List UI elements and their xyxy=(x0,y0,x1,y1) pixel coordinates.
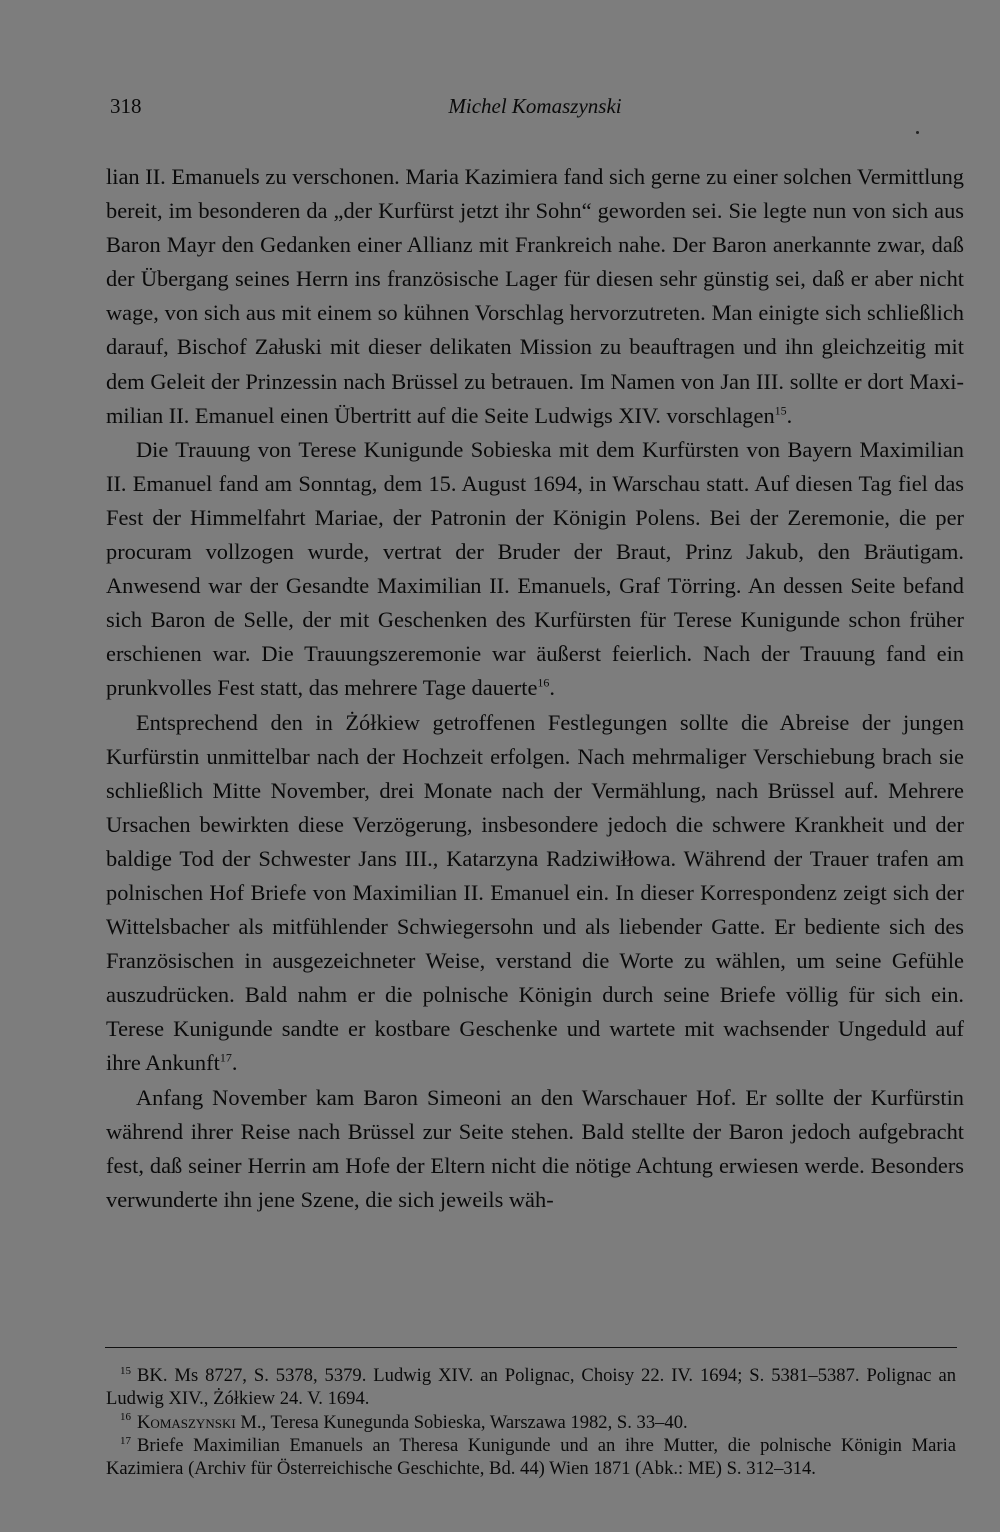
footnote-text: BK. Ms 8727, S. 5378, 5379. Ludwig XIV. an Polignac, Choisy 22. IV. 1694; S. 5381–5387. Polignac an Ludwig XIV., Żółkiew 24. V. 1694. xyxy=(106,1365,956,1410)
paragraph-tail: . xyxy=(786,402,793,428)
footnote-mark: 16 xyxy=(120,1411,131,1424)
paragraph-text: Anfang November kam Baron Simeoni an den Warschauer Hof. Er sollte der Kurfürstin während ihrer Reise nach Brüssel zur Seite stehen. Bald stellte der Baron jedoch aufgebracht fest, daß seiner Herrin am Hofe der Eltern nicht die nötige Achtung erwiesen werde. Besonders verwunderte ihn jene Szene, die sich jeweils wäh- xyxy=(106,1084,964,1212)
footnote-text: M., Teresa Kunegunda Sobieska, Warszawa 1982, S. 33–40. xyxy=(235,1411,688,1433)
footnote-16 xyxy=(106,1411,956,1434)
footnote-15 xyxy=(106,1364,956,1411)
footnote-separator xyxy=(105,1347,957,1348)
footnote-author: Komaszynski xyxy=(137,1411,236,1433)
paragraph-4 xyxy=(106,1081,964,1217)
paragraph-3 xyxy=(106,706,964,1081)
print-speck xyxy=(916,131,919,134)
paragraph-1 xyxy=(106,160,964,433)
footnote-reference[interactable]: 15 xyxy=(774,403,787,418)
footnote-text: Briefe Maximilian Emanuels an Theresa Kunigunde und an ihre Mutter, die polnische Königin Maria Kazimiera (Archiv für Österreichische Geschichte, Bd. 44) Wien 1871 (Abk.: ME) S. 312–314. xyxy=(106,1434,956,1480)
footnote-mark: 17 xyxy=(120,1434,131,1447)
paragraph-text: Entsprechend den in Żółkiew getroffenen Festlegungen sollte die Abreise der jungen Kurfürstin unmittelbar nach der Hochzeit erfolgen. Nach mehrmaliger Verschiebung brach sie schließlich Mitte November, drei Monate nach der Vermählung, nach Brüssel auf. Mehrere Ursachen bewirkten diese Verzögerung, insbesondere jedoch die schwere Krankheit und der baldige Tod der Schwester Jans III., Katarzyna Radziwiłłowa. Während der Trauer trafen am polnischen Hof Briefe von Maximilian II. Emanuel ein. In dieser Korrespondenz zeigt sich der Wittelsbacher als mitfühlender Schwiegersohn und als liebender Gatte. Er bediente sich des Französischen in ausgezeichneter Weise, verstand die Worte zu wählen, um seine Gefühle auszudrücken. Bald nahm er die polnische Königin durch seine Briefe völlig für sich ein. Terese Kunigunde sandte er kostbare Geschenke und wartete mit wachsender Ungeduld auf ihre Ankunft xyxy=(106,709,964,1076)
paragraph-tail: . xyxy=(549,675,555,701)
footnote-reference[interactable]: 17 xyxy=(219,1050,232,1065)
paragraph-text: Die Trauung von Terese Kunigunde Sobieska mit dem Kurfürsten von Bayern Maximilian II. Emanuel fand am Sonntag, dem 15. August 1694, in Warschau statt. Auf diesen Tag fiel das Fest der Himmelfahrt Mariae, der Patronin der Königin Polens. Bei der Zeremonie, die per procuram vollzogen wurde, vertrat der Bruder der Braut, Prinz Jakub, den Bräutigam. Anwesend war der Gesandte Maximilian II. Emanuels, Graf Törring. An dessen Seite befand sich Baron de Selle, der mit Geschenken des Kurfürsten für Terese Kunigunde schon früher erschienen war. Die Trauungszeremonie war äußerst feierlich. Nach der Trauung fand ein prunkvolles Fest statt, das mehrere Tage dauerte xyxy=(106,436,964,701)
footnotes xyxy=(106,1364,956,1480)
footnote-reference[interactable]: 16 xyxy=(537,675,550,690)
running-head: Michel Komaszynski xyxy=(448,94,622,118)
paragraph-tail: . xyxy=(231,1050,238,1076)
footnote-17 xyxy=(106,1434,956,1481)
body-text xyxy=(106,160,964,1217)
paragraph-2 xyxy=(106,433,964,706)
paragraph-text: lian II. Emanuels zu verschonen. Maria Kazimiera fand sich gerne zu einer solchen Vermittlung bereit, im besonderen da „der Kurfürst jetzt ihr Sohn“ geworden sei. Sie legte nun von sich aus Baron Mayr den Gedanken einer Allianz mit Frankreich nahe. Der Baron anerkannte zwar, daß der Übergang seines Herrn ins französische Lager für diesen sehr günstig sei, daß er aber nicht wage, von sich aus mit einem so kühnen Vorschlag hervorzutreten. Man einigte sich schließlich darauf, Bischof Załuski mit dieser delikaten Mission zu beauftragen und ihn gleichzeitig mit dem Geleit der Prinzessin nach Brüssel zu betrauen. Im Namen von Jan III. sollte er dort Maximilian II. Emanuel einen Übertritt auf die Seite Ludwigs XIV. vorschlagen xyxy=(106,164,964,428)
footnote-mark: 15 xyxy=(120,1364,131,1377)
page-number: 318 xyxy=(110,94,142,118)
page-header xyxy=(110,94,960,124)
